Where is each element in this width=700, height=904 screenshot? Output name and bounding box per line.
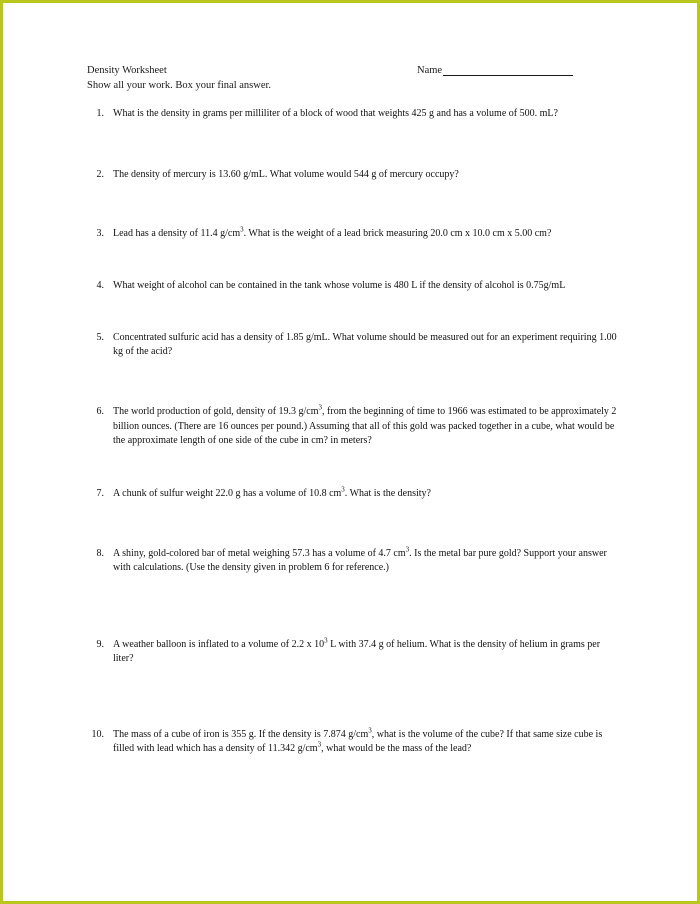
- problem-number: 6.: [96, 406, 104, 418]
- problem-item: [87, 638, 619, 666]
- problem-item: [87, 107, 619, 121]
- problem-number: 10.: [91, 728, 104, 740]
- name-input-line[interactable]: [443, 64, 573, 76]
- problem-number: 3.: [96, 227, 104, 239]
- problem-number: 9.: [96, 638, 104, 650]
- page-title: Density Worksheet: [87, 65, 167, 76]
- problem-number: 8.: [96, 548, 104, 560]
- problem-item: [87, 728, 619, 756]
- problem-list: [87, 107, 619, 756]
- problem-item: [87, 227, 619, 241]
- problem-text: A chunk of sulfur weight 22.0 g has a volume of 10.8 $cm^3$. What is the density?: [113, 485, 431, 500]
- problem-text: The density of mercury is 13.60 g/mL. What volume would 544 g of mercury occupy?: [113, 168, 459, 180]
- name-label: Name: [417, 65, 443, 76]
- worksheet-page: [9, 9, 691, 895]
- problem-text: What is the density in grams per milliliter of a block of wood that weights 425 g and has a volume of 500. mL?: [113, 108, 558, 120]
- problem-item: [87, 487, 619, 501]
- header-left-block: [87, 64, 417, 93]
- problem-item: [87, 168, 619, 182]
- instructions-text: Show all your work. Box your final answer.: [87, 80, 272, 92]
- problem-text: A shiny, gold-colored bar of metal weighing 57.3 has a volume of 4.7 $cm^3$. Is the metal bar pure gold? Support your answer with calculations. (Use the density given in problem 6 for reference.): [113, 545, 607, 574]
- problem-item: [87, 279, 619, 293]
- problem-number: 2.: [96, 168, 104, 180]
- problem-number: 7.: [96, 488, 104, 500]
- name-field-group: [417, 64, 619, 78]
- problem-number: 1.: [96, 108, 104, 120]
- worksheet-header: [87, 64, 619, 93]
- problem-text: Lead has a density of 11.4 $g/cm^3$. What is the weight of a lead brick measuring 20.0 cm x 10.0 cm x 5.00 cm?: [113, 225, 552, 239]
- problem-number: 4.: [96, 279, 104, 291]
- problem-item: [87, 547, 619, 575]
- problem-text: The mass of a cube of iron is 355 g. If the density is 7.874 $g/cm^3$, what is the volume of the cube? If that same size cube is filled with lead which has a density of 11.342 $g/cm^3$, what would be the mass of the lead?: [113, 726, 603, 755]
- problem-text: The world production of gold, density of 19.3 $g/cm^3$, from the beginning of time to 1966 was estimated to be approximately 2 billion ounces. (There are 16 ounces per pound.) Assuming that all of this gold was packed together in a cube, what would be the approximate length of one side of the cube in cm? in meters?: [113, 404, 617, 446]
- problem-text: What weight of alcohol can be contained in the tank whose volume is 480 L if the density of alcohol is 0.75g/mL: [113, 279, 566, 291]
- problem-item: [87, 405, 619, 448]
- problem-item: [87, 331, 619, 359]
- problem-text: Concentrated sulfuric acid has a density of 1.85 g/mL. What volume should be measured out for an experiment requiring 1.00 kg of the acid?: [113, 332, 617, 358]
- problem-number: 5.: [96, 332, 104, 344]
- problem-text: A weather balloon is inflated to a volume of 2.2 x $10^3$ L with 37.4 g of helium. What is the density of helium in grams per liter?: [113, 636, 601, 664]
